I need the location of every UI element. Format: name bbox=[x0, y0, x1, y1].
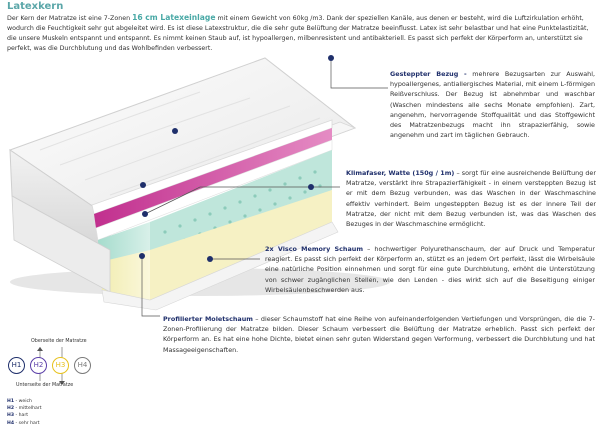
section-fiber bbox=[346, 168, 596, 229]
section-cover-heading: Gesteppter Bezug - bbox=[390, 70, 467, 78]
hardness-legend bbox=[6, 339, 106, 431]
hardness-circle-h1: H1 bbox=[8, 357, 25, 374]
intro-text-2: mit einem Gewicht von 60kg /m3. Dank der speziellen Kanäle, aus denen er besteht, wird die Luftzirkulation erhöht, wodurch die Feuchtigkeit sehr gut abgeleitet wird. Es ist diese Latexstruktur, die die sehr gute Belüftung der Matratze beeinflusst. Latex ist sehr belastbar und hat eine Punktelastizität, die unsere Muskeln entspannt und entspannt. Es nimmt keinen Staub auf, ist hypoallergen, milbenresistent und antibakteriell. Es passt sich perfekt der Körperform an, unterstützt sie perfekt, was die Durchblutung und das Wohlbefinden verbessert. bbox=[7, 15, 589, 52]
hardness-item: H2 - mittelhart bbox=[7, 406, 42, 412]
hardness-item: H3 - hart bbox=[7, 413, 29, 419]
hardness-circles bbox=[6, 349, 106, 381]
hardness-circle-h4: H4 bbox=[74, 357, 91, 374]
section-title: Latexkern bbox=[7, 1, 64, 12]
legend-bottom-label: Unterseite der Matratze bbox=[16, 383, 74, 388]
section-cover-text: mehrere Bezugsarten zur Auswahl, hypoallergenes, antiallergisches Material, mit einem L-förmigen Reißverschluss. Der Bezug ist abnehmbar und waschbar (Waschen mindestens alle sechs Monate empfohlen). Zart, angenehm, hervorragende Stoffqualität und das Stoffgewicht des Matratzenbezugs macht ihn strapazierfähig, sowie angenehm und zart im täglichen Gebrauch. bbox=[390, 70, 595, 140]
hardness-circle-h2: H2 bbox=[30, 357, 47, 374]
section-profiled-foam-text: – dieser Schaumstoff hat eine Reihe von aufeinanderfolgenden Vertiefungen und Vorsprüngen, die die 7-Zonen-Profilierung der Matratze bilden. Dieser Schaum verbessert die Belüftung der Matratze erheblich. Passt sich perfekt der Körperform an. Es hat eine hohe Dichte, bietet einen sehr guten Widerstand gegen Verformung, verbessert die Durchblutung und hat Massageeigenschaften. bbox=[163, 315, 595, 354]
section-cover bbox=[390, 69, 595, 140]
section-profiled-foam-heading: Profilierter Moletschaum bbox=[163, 315, 253, 323]
hardness-item: H4 - sehr hart bbox=[7, 420, 40, 426]
section-profiled-foam bbox=[163, 314, 595, 355]
intro-highlight: 16 cm Latexeinlage bbox=[132, 13, 216, 22]
section-visco-heading: 2x Visco Memory Schaum bbox=[265, 245, 364, 253]
hardness-circle-h3: H3 bbox=[52, 357, 69, 374]
section-fiber-text: – sorgt für eine ausreichende Belüftung der Matratze, verstärkt ihre Strapazierfähigkeit - in einem versteppten Bezug ist er mit dem Bezug verbunden, was das Waschen in der Waschmaschine effektiv verhindert. Beim ungesteppten Bezug ist es der innere Teil der Matratze, der nicht mit dem Bezug verbunden ist, was das Waschen des Bezuges in der Waschmaschine ermöglicht. bbox=[346, 169, 596, 229]
legend-top-label: Oberseite der Matratze bbox=[31, 339, 87, 344]
section-visco bbox=[265, 244, 595, 295]
section-visco-text: – hochwertiger Polyurethanschaum, der auf Druck und Temperatur reagiert. Es passt sich perfekt der Körperform an, stützt es an jedem Ort perfekt, lässt die Wirbelsäule eine natürliche Position einnehmen und sorgt für eine gute Durchblutung, erhöht die Unterstützung von schwer zugänglichen Stellen, wie den Lenden - dies wirkt sich auf die Beseitigung einiger Wirbelsäulenbeschwerden aus. bbox=[265, 245, 595, 294]
hardness-list bbox=[7, 398, 42, 427]
hardness-item: H1 - weich bbox=[7, 399, 32, 404]
section-fiber-heading: Klimafaser, Watte (150g / 1m) bbox=[346, 169, 455, 177]
intro-text-1: Der Kern der Matratze ist eine 7-Zonen bbox=[7, 15, 133, 22]
